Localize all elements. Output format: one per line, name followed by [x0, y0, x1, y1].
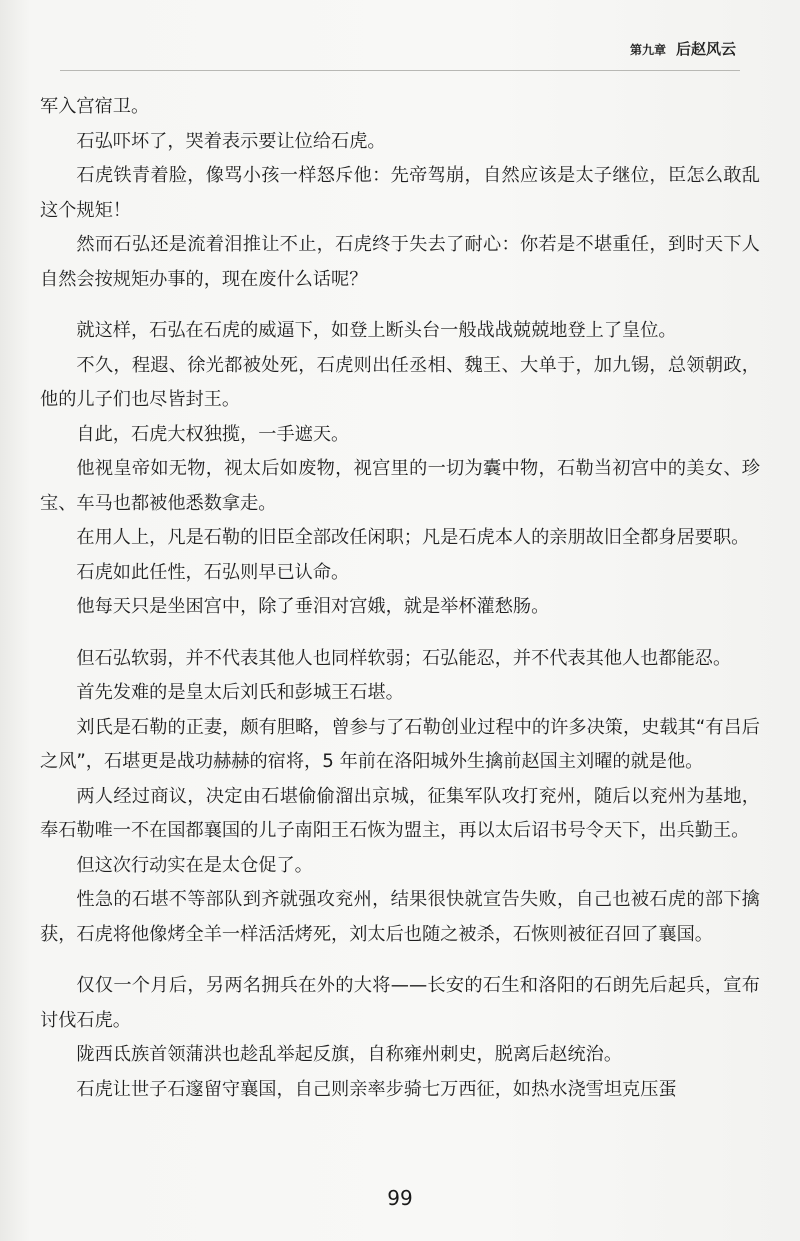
page-number: 99 — [387, 1186, 413, 1210]
paragraph: 然而石弘还是流着泪推让不止，石虎终于失去了耐心：你若是不堪重任，到时天下人自然会按规矩办事的，现在废什么话呢？ — [40, 234, 760, 290]
running-header — [630, 38, 736, 59]
paragraph: 性急的石堪不等部队到齐就强攻兖州，结果很快就宣告失败，自己也被石虎的部下擒获，石虎将他像烤全羊一样活活烤死，刘太后也随之被杀，石恢则被征召回了襄国。 — [40, 889, 760, 945]
paragraph: 不久，程遐、徐光都被处死，石虎则出任丞相、魏王、大单于，加九锡，总领朝政，他的儿子们也尽皆封王。 — [40, 354, 760, 410]
paragraph: 就这样，石弘在石虎的威逼下，如登上断头台一般战战兢兢地登上了皇位。 — [76, 320, 677, 341]
paragraph: 仅仅一个月后，另两名拥兵在外的大将——长安的石生和洛阳的石朗先后起兵，宣布讨伐石虎。 — [40, 975, 760, 1031]
paragraph: 他视皇帝如无物，视太后如废物，视宫里的一切为囊中物，石勒当初宫中的美女、珍宝、车马也都被他悉数拿走。 — [40, 458, 760, 514]
paragraph: 但石弘软弱，并不代表其他人也同样软弱；石弘能忍，并不代表其他人也都能忍。 — [76, 647, 732, 669]
paragraph: 军入宫宿卫。 — [40, 96, 150, 117]
paragraph: 两人经过商议，决定由石堪偷偷溜出京城，征集军队攻打兖州，随后以兖州为基地，奉石勒唯一不在国都襄国的儿子南阳王石恢为盟主，再以太后诏书号令天下，出兵勤王。 — [40, 785, 760, 841]
paragraph: 但这次行动实在是太仓促了。 — [76, 854, 313, 876]
paragraph: 石虎让世子石邃留守襄国，自己则亲率步骑七万西征，如热水浇雪坦克压蛋 — [76, 1078, 677, 1100]
chapter-title: 后赵风云 — [675, 40, 736, 58]
paragraph: 石虎铁青着脸，像骂小孩一样怒斥他：先帝驾崩，自然应该是太子继位，臣怎么敢乱这个规矩！ — [40, 165, 760, 221]
paragraph: 陇西氐族首领蒲洪也趁乱举起反旗，自称雍州刺史，脱离后赵统治。 — [76, 1044, 623, 1065]
header-divider — [60, 70, 740, 71]
chapter-number: 第九章 — [629, 43, 666, 57]
paragraph: 在用人上，凡是石勒的旧臣全部改任闲职；凡是石虎本人的亲朋故旧全都身居要职。 — [76, 527, 750, 548]
body-text — [40, 90, 760, 1107]
paragraph: 他每天只是坐困宫中，除了垂泪对宫娥，就是举杯灌愁肠。 — [76, 596, 550, 617]
paragraph: 石虎如此任性，石弘则早已认命。 — [76, 561, 350, 583]
paragraph: 首先发难的是皇太后刘氏和彭城王石堪。 — [76, 682, 404, 703]
paragraph: 刘氏是石勒的正妻，颇有胆略，曾参与了石勒创业过程中的许多决策，史载其“有吕后之风”，石堪更是战功赫赫的宿将，5 年前在洛阳城外生擒前赵国主刘曜的就是他。 — [40, 716, 760, 772]
paragraph: 石弘吓坏了，哭着表示要让位给石虎。 — [76, 130, 386, 152]
paragraph: 自此，石虎大权独揽，一手遮天。 — [76, 423, 350, 445]
